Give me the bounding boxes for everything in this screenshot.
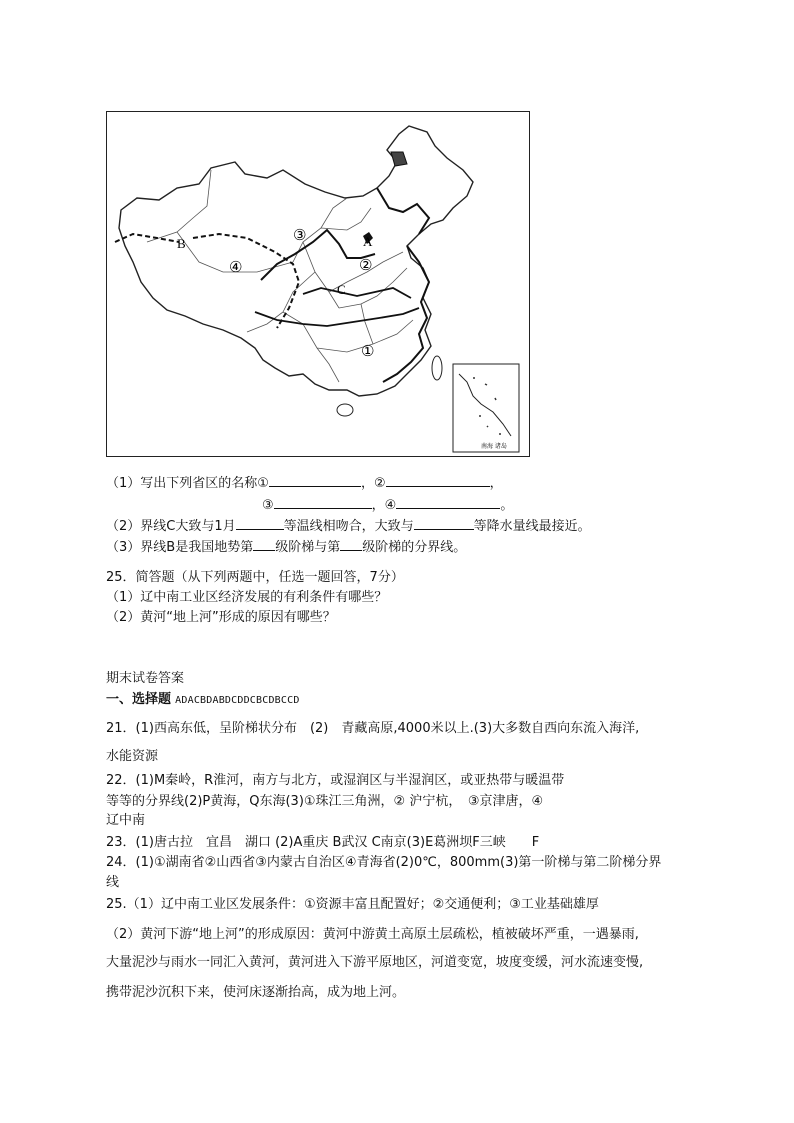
- china-map-figure: [106, 111, 530, 457]
- q25-item-1: （1）辽中南工业区经济发展的有利条件有哪些？: [106, 590, 388, 605]
- china-outline: [119, 126, 473, 396]
- answer-22-line-2: 等等的分界线(2)P黄海，Q东海(3)①珠江三角洲，② 沪宁杭， ③京津唐，④: [106, 794, 544, 809]
- q24-q2-part-a: （2）界线C大致与1月: [106, 519, 236, 534]
- answer-25-line-3: 大量泥沙与雨水一同汇入黄河，黄河进入下游平原地区，河道变宽，坡度变缓，河水流速变慢,: [106, 955, 644, 970]
- answers-heading: 期末试卷答案: [106, 671, 185, 686]
- answer-blank-3[interactable]: [274, 494, 372, 509]
- answer-21-line-2: 水能资源: [106, 749, 159, 764]
- boundary-b-line-2: [193, 234, 299, 328]
- answer-25-line-2: （2）黄河下游“地上河”的形成原因：黄河中游黄土高原土层疏松，植被破坏严重，一遇暴雨,: [106, 927, 639, 942]
- label-circle-4: ④: [229, 258, 243, 276]
- q24-q3-part-c: 级阶梯的分界线。: [362, 540, 467, 555]
- section-1-label: 一、选择题: [106, 692, 172, 707]
- q24-circle-3: ③: [262, 498, 274, 513]
- answer-22-line-3: 辽中南: [106, 813, 146, 828]
- q24-q3-part-b: 级阶梯与第: [275, 540, 341, 555]
- taiwan-island: [432, 356, 442, 380]
- q24-q2-part-c: 等降水量线最接近。: [473, 519, 591, 534]
- northeast-boundary: [377, 188, 429, 234]
- hainan-island: [337, 404, 353, 416]
- answer-blank-1[interactable]: [269, 472, 361, 487]
- answer-23: 23．(1)唐古拉 宜昌 湖口 (2)A重庆 B武汉 C南京(3)E葛洲坝F三峡 F: [106, 835, 540, 850]
- q24-line-3: [106, 515, 591, 536]
- answer-blank-2[interactable]: [386, 472, 490, 487]
- q25-title: 25．简答题（从下列两题中，任选一题回答，7分）: [106, 570, 404, 585]
- q25-item-2: （2）黄河“地上河”形成的原因有哪些？: [106, 610, 336, 625]
- coast-line: [383, 246, 429, 382]
- answer-blank-temp[interactable]: [236, 515, 284, 530]
- answer-24-line-1: 24．(1)①湖南省②山西省③内蒙古自治区④青海省(2)0℃，800mm(3)第一阶梯与第二阶梯分界: [106, 855, 662, 870]
- q24-sep-2: ，②: [360, 476, 386, 491]
- boundary-b-line: [115, 234, 179, 242]
- q24-line-2: [262, 494, 513, 515]
- q24-line-4: [106, 536, 466, 557]
- section-1-answers: ADACBDABDCDDCBCDBCCD: [175, 695, 300, 706]
- answer-25-line-4: 携带泥沙沉积下来，使河床逐渐抬高，成为地上河。: [106, 985, 406, 1000]
- label-c: C: [337, 282, 346, 297]
- answer-blank-rain[interactable]: [414, 515, 474, 530]
- q24-q2-part-b: 等温线相吻合，大致与: [283, 519, 414, 534]
- q24-sep-4: ，④: [371, 498, 397, 513]
- inset-caption: 南海 诸岛: [481, 443, 507, 450]
- label-circle-1: ①: [361, 342, 375, 360]
- china-map: [107, 112, 529, 456]
- answers-section-1: [106, 691, 300, 710]
- answer-22-line-1: 22．(1)M秦岭，R淮河，南方与北方，或湿润区与半湿润区，或亚热带与暖温带: [106, 773, 565, 788]
- label-a: A: [363, 234, 373, 249]
- answer-21-line-1: 21．(1)西高东低，呈阶梯状分布 (2) 青藏高原,4000米以上.(3)大多数自西向东流入海洋,: [106, 721, 640, 736]
- q24-prompt-1: （1）写出下列省区的名称①: [106, 476, 269, 491]
- answer-blank-4[interactable]: [396, 494, 500, 509]
- q24-q3-part-a: （3）界线B是我国地势第: [106, 540, 254, 555]
- heilongjiang-marker: [391, 152, 407, 166]
- answer-24-line-2: 线: [106, 875, 120, 890]
- q24-end-2: 。: [500, 498, 514, 513]
- label-b: B: [177, 236, 186, 251]
- answer-blank-ladder-1[interactable]: [253, 536, 275, 551]
- answer-blank-ladder-2[interactable]: [340, 536, 362, 551]
- answer-25-line-1: 25.（1）辽中南工业区发展条件：①资源丰富且配置好；②交通便利；③工业基础雄厚: [106, 897, 599, 912]
- boundary-c-line: [303, 288, 411, 298]
- q24-end-1: ，: [489, 476, 503, 491]
- label-circle-3: ③: [293, 226, 307, 244]
- q24-line-1: [106, 472, 503, 493]
- label-circle-2: ②: [359, 256, 373, 274]
